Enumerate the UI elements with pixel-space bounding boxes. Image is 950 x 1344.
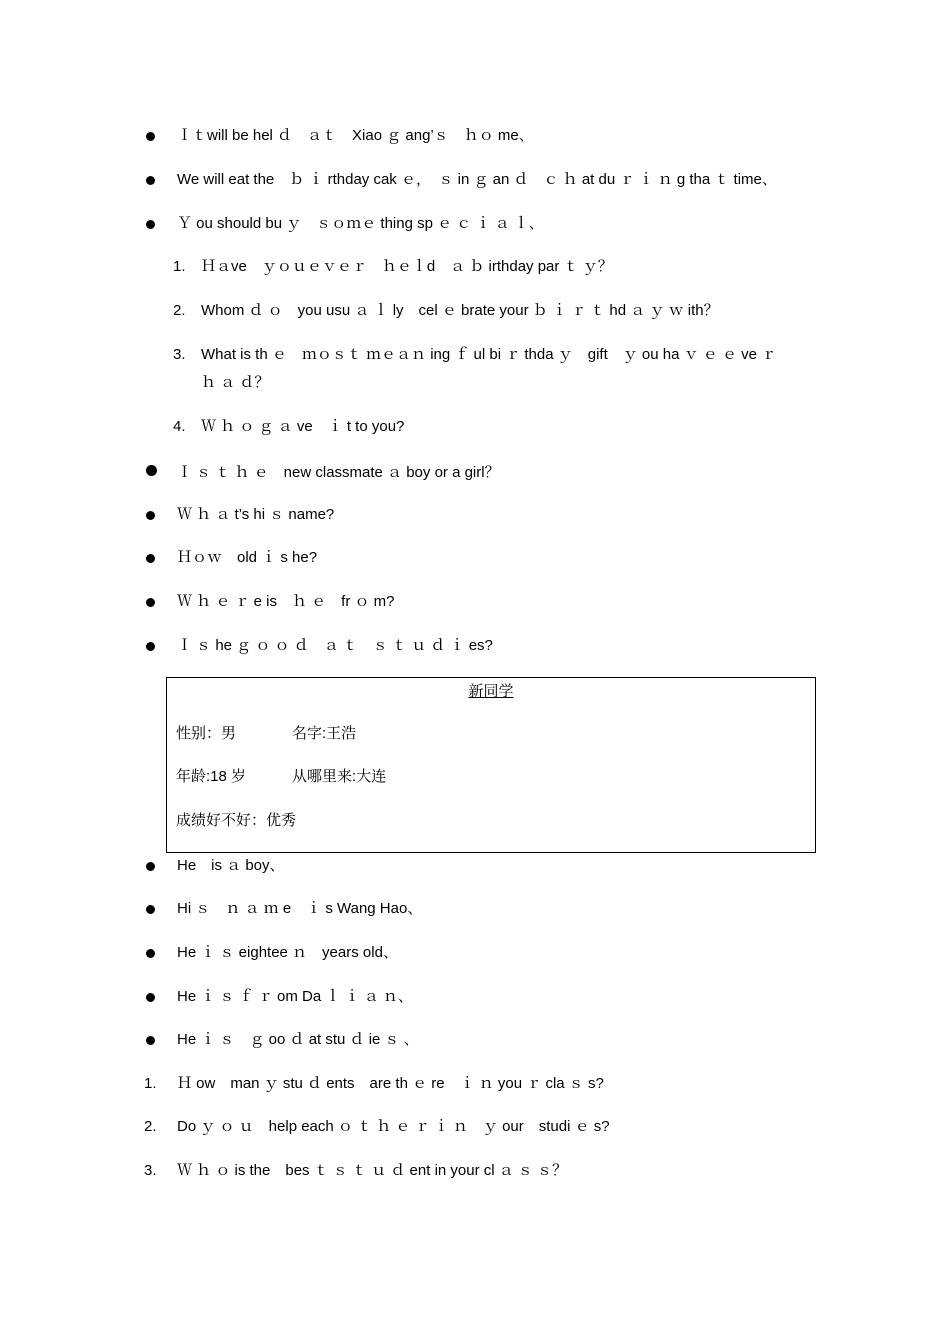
new-classmate-info-box <box>166 677 816 853</box>
list-number: 1. <box>144 1075 157 1092</box>
name-field: 名字:王浩 <box>292 725 357 742</box>
question-text: Ｈ ow man ｙ stu ｄ ents are th ｅ re ｉ ｎ you ｒ cla ｓ s? <box>177 1075 604 1092</box>
info-row <box>176 767 386 787</box>
bullet-text: Hi ｓ ｎ ａ ｍ e ｉ s Wang Hao、 <box>177 900 423 917</box>
bullet-text: He ｉ ｓ eightee ｎ years old、 <box>177 944 398 961</box>
bullet-dot <box>146 1036 155 1045</box>
gender-field: 性别：男 <box>176 725 237 742</box>
bullet-dot <box>146 598 155 607</box>
info-row <box>176 811 296 831</box>
bullet-text: Ｉ ｓ he ｇ ｏ ｏ ｄ ａ ｔ ｓ ｔ ｕ ｄ ｉ es? <box>177 637 493 654</box>
question-text: Ｈａve ｙｏｕｅｖｅｒ ｈｅｌd ａ ｂ irthday par ｔ ｙ？ <box>201 258 613 275</box>
bullet-dot <box>146 993 155 1002</box>
bullet-text: Ｗ ｈ ａ t’s hi ｓ name? <box>177 506 335 523</box>
age-field: 年龄:18 岁 <box>176 768 247 785</box>
question-text: Do ｙ ｏ ｕ help each ｏ ｔ ｈ ｅ ｒ ｉ ｎ ｙ our studi ｅ s? <box>177 1118 610 1135</box>
bullet-text: He ｉ ｓ ｆ ｒ om Da ｌ ｉ ａ ｎ、 <box>177 988 413 1005</box>
info-row <box>176 724 356 744</box>
bullet-text: Ｗ ｈ ｅ ｒ e is ｈ ｅ fr ｏ m? <box>177 593 395 610</box>
info-box-title: 新同学 <box>468 683 514 700</box>
bullet-dot <box>146 465 157 476</box>
question-text: Whom ｄ ｏ you usu ａ ｌ ly cel ｅ brate your ｂ ｉ ｒ ｔ hd ａ ｙ ｗ ith？ <box>201 302 719 319</box>
bullet-text: Ｈｏｗ old ｉ s he? <box>177 549 318 566</box>
bullet-text: Ｉ ｓ ｔ ｈ ｅ new classmate ａ boy or a girl？ <box>177 464 500 481</box>
list-number: 4. <box>173 418 186 435</box>
bullet-text: Ｉｔwill be hel ｄ ａｔ Xiao ｇ ang’ｓ ｈｏ me、 <box>177 127 534 144</box>
bullet-text: Ｙ ou should bu ｙ ｓｏｍｅ thing sp ｅ ｃ ｉ ａ ｌ、 <box>177 215 544 232</box>
from-field: 从哪里来:大连 <box>292 768 387 785</box>
list-number: 2. <box>173 302 186 319</box>
bullet-dot <box>146 862 155 871</box>
question-text: Ｗ ｈ ｏ ｇ ａ ve ｉ t to you? <box>201 418 405 435</box>
bullet-dot <box>146 511 155 520</box>
grades-field: 成绩好不好：优秀 <box>176 812 297 829</box>
bullet-text: He is ａ boy、 <box>177 857 285 874</box>
bullet-dot <box>146 554 155 563</box>
bullet-dot <box>146 642 155 651</box>
bullet-dot <box>146 176 155 185</box>
bullet-text: We will eat the ｂ ｉ rthday cak ｅ， ｓ in ｇ an ｄ ｃ ｈ at du ｒ ｉ ｎ g tha ｔ time、 <box>177 171 777 188</box>
question-text: What is th ｅ ｍｏｓｔ ｍｅａｎ ing ｆ ul bi ｒ thda ｙ gift ｙ ou ha ｖ ｅ ｅ ve ｒ <box>201 346 777 363</box>
question-text-continued: ｈ ａ ｄ？ <box>201 374 270 391</box>
bullet-dot <box>146 949 155 958</box>
bullet-text: He ｉ ｓ ｇ oo ｄ at stu ｄ ie ｓ 、 <box>177 1031 419 1048</box>
list-number: 1. <box>173 258 186 275</box>
list-number: 3. <box>173 346 186 363</box>
bullet-dot <box>146 220 155 229</box>
list-number: 2. <box>144 1118 157 1135</box>
bullet-dot <box>146 905 155 914</box>
list-number: 3. <box>144 1162 157 1179</box>
bullet-dot <box>146 132 155 141</box>
question-text: Ｗ ｈ ｏ is the bes ｔ ｓ ｔ ｕ ｄ ent in your cl ａ ｓ ｓ？ <box>177 1162 568 1179</box>
